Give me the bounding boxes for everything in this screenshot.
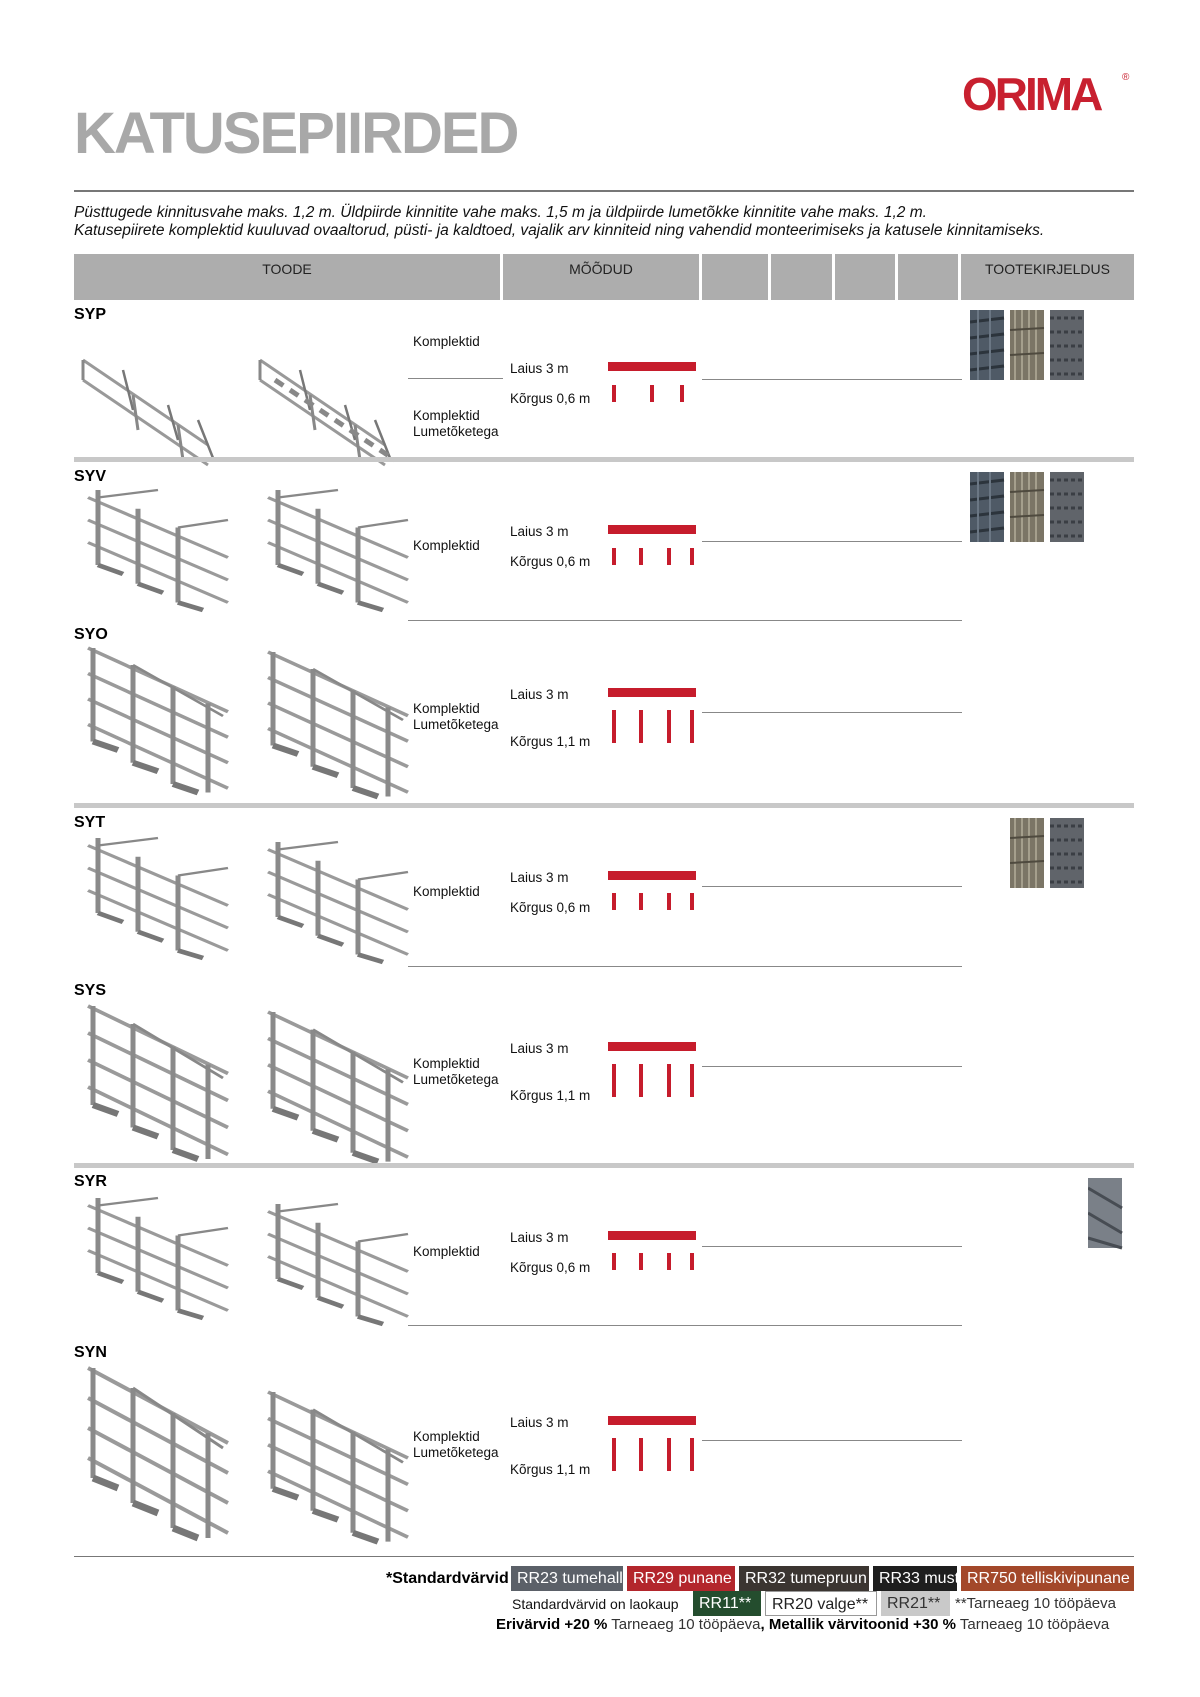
syv-post <box>690 548 694 565</box>
orima-logo <box>962 68 1134 116</box>
syp-post <box>650 385 654 402</box>
syo-width: Laius 3 m <box>510 687 569 702</box>
syp-row-line <box>702 379 962 380</box>
syp-label-kit-2: Komplektid <box>413 408 480 423</box>
syo-label-snow: Lumetõketega <box>413 717 499 732</box>
syr-bottom-line <box>408 1325 962 1326</box>
syn-label-kit: Komplektid <box>413 1429 480 1444</box>
syt-width-bar <box>608 871 696 880</box>
header-blank-1 <box>702 254 768 300</box>
section-separator <box>74 1163 1134 1168</box>
syt-post <box>639 893 643 910</box>
syv-width-bar <box>608 525 696 534</box>
stock-lead-time: **Tarneaeg 10 tööpäeva <box>955 1595 1116 1612</box>
header-blank-3 <box>835 254 895 300</box>
syr-post <box>639 1253 643 1270</box>
swatch-label: RR11** <box>699 1595 752 1612</box>
header-description: TOOTEKIRJELDUS <box>961 254 1134 300</box>
syt-post <box>690 893 694 910</box>
syn-width-bar <box>608 1416 696 1425</box>
product-code-syn: SYN <box>74 1344 107 1361</box>
syp-post <box>680 385 684 402</box>
syo-width-bar <box>608 688 696 697</box>
sys-product-image-2 <box>258 1012 418 1162</box>
header-product: TOODE <box>74 254 500 300</box>
sys-row-line <box>702 1066 962 1067</box>
sys-height: Kõrgus 1,1 m <box>510 1088 591 1103</box>
syo-product-image-2 <box>258 652 418 797</box>
header-blank-2 <box>771 254 832 300</box>
sys-label-snow: Lumetõketega <box>413 1072 499 1087</box>
metallic-lead-time: Tarneaeg 10 tööpäeva <box>956 1616 1110 1633</box>
swatch-rr32 <box>739 1566 869 1591</box>
sys-post <box>639 1064 643 1097</box>
swatch-label: RR750 telliskivipunane <box>967 1570 1130 1587</box>
syo-post <box>690 710 694 743</box>
syv-post <box>667 548 671 565</box>
syr-product-image-2 <box>258 1204 418 1324</box>
header-dimensions: MÕÕDUD <box>503 254 699 300</box>
syt-product-image-1 <box>78 838 238 958</box>
product-code-sys: SYS <box>74 982 107 999</box>
syn-post <box>690 1438 694 1471</box>
syv-bottom-line <box>408 620 962 621</box>
swatch-label: RR20 valge** <box>772 1596 869 1613</box>
syr-post <box>612 1253 616 1270</box>
header-blank-4 <box>898 254 958 300</box>
header-rule <box>74 190 1134 192</box>
syn-post <box>612 1438 616 1471</box>
product-code-syt: SYT <box>74 814 106 831</box>
syp-label-kit: Komplektid <box>413 334 480 349</box>
syv-post <box>639 548 643 565</box>
standard-colors-label: *Standardvärvid <box>386 1570 509 1587</box>
syr-height: Kõrgus 0,6 m <box>510 1260 591 1275</box>
syo-post <box>639 710 643 743</box>
syt-bottom-line <box>408 966 962 967</box>
swatch-rr23 <box>511 1566 623 1591</box>
custom-lead-time: Tarneaeg 10 tööpäeva <box>607 1616 761 1633</box>
syn-post <box>639 1438 643 1471</box>
syo-row-line <box>702 712 962 713</box>
swatch-rr21 <box>881 1591 950 1616</box>
syr-post <box>690 1253 694 1270</box>
syp-divider <box>408 378 503 379</box>
registered-mark: ® <box>1122 72 1130 83</box>
syt-roof-tiles <box>1010 818 1090 890</box>
syn-height: Kõrgus 1,1 m <box>510 1462 591 1477</box>
swatch-rr29 <box>627 1566 735 1591</box>
syn-label-snow: Lumetõketega <box>413 1445 499 1460</box>
product-code-syo: SYO <box>74 626 108 643</box>
syt-post <box>667 893 671 910</box>
syv-height: Kõrgus 0,6 m <box>510 554 591 569</box>
syr-post <box>667 1253 671 1270</box>
section-separator <box>74 457 1134 462</box>
swatch-label: RR29 punane <box>633 1570 732 1587</box>
syp-post <box>612 385 616 402</box>
swatch-label: RR33 must <box>879 1570 960 1587</box>
sys-post <box>667 1064 671 1097</box>
syv-post <box>612 548 616 565</box>
syn-post <box>667 1438 671 1471</box>
sys-product-image-1 <box>78 1006 238 1161</box>
syt-label-kit: Komplektid <box>413 884 480 899</box>
custom-colors-price: Erivärvid +20 % <box>496 1616 608 1633</box>
syv-product-image-1 <box>78 490 238 610</box>
syv-product-image-2 <box>258 490 418 610</box>
syv-roof-tiles <box>970 472 1090 544</box>
syn-row-line <box>702 1440 962 1441</box>
syt-post <box>612 893 616 910</box>
sys-width: Laius 3 m <box>510 1041 569 1056</box>
syv-width: Laius 3 m <box>510 524 569 539</box>
syp-roof-tiles <box>970 310 1090 382</box>
swatch-label: RR32 tumepruun <box>745 1570 867 1587</box>
swatch-rr20 <box>765 1591 877 1616</box>
footer-rule <box>74 1556 1134 1557</box>
swatch-label: RR21** <box>887 1595 941 1612</box>
product-code-syv: SYV <box>74 468 107 485</box>
syp-product-image-2 <box>255 320 405 450</box>
syn-product-image-1 <box>78 1368 238 1538</box>
syv-label-kit: Komplektid <box>413 538 480 553</box>
syr-width-bar <box>608 1231 696 1240</box>
syt-width: Laius 3 m <box>510 870 569 885</box>
syv-row-line <box>702 541 962 542</box>
syo-post <box>612 710 616 743</box>
syo-height: Kõrgus 1,1 m <box>510 734 591 749</box>
syr-label-kit: Komplektid <box>413 1244 480 1259</box>
syr-product-image-1 <box>78 1198 238 1318</box>
syp-width: Laius 3 m <box>510 361 569 376</box>
syr-width: Laius 3 m <box>510 1230 569 1245</box>
syr-roof-tile <box>1088 1178 1124 1250</box>
syr-row-line <box>702 1246 962 1247</box>
syt-height: Kõrgus 0,6 m <box>510 900 591 915</box>
syn-width: Laius 3 m <box>510 1415 569 1430</box>
syp-height: Kõrgus 0,6 m <box>510 391 591 406</box>
swatch-rr33 <box>873 1566 960 1591</box>
syo-post <box>667 710 671 743</box>
metallic-price: , Metallik värvitoonid +30 % <box>760 1616 956 1633</box>
swatch-rr750 <box>961 1566 1134 1591</box>
custom-colors-line <box>496 1616 1109 1633</box>
syo-label-kit: Komplektid <box>413 701 480 716</box>
sys-label-kit: Komplektid <box>413 1056 480 1071</box>
syp-label-snow: Lumetõketega <box>413 424 499 439</box>
product-code-syr: SYR <box>74 1173 107 1190</box>
syp-product-image-1 <box>78 320 228 450</box>
section-separator <box>74 803 1134 808</box>
syt-row-line <box>702 886 962 887</box>
sys-post <box>690 1064 694 1097</box>
page-title: KATUSEPIIRDED <box>74 101 518 166</box>
stock-colors-label: Standardvärvid on laokaup <box>512 1596 679 1612</box>
swatch-rr11 <box>693 1591 761 1616</box>
syt-product-image-2 <box>258 842 418 962</box>
sys-post <box>612 1064 616 1097</box>
syo-product-image-1 <box>78 648 238 793</box>
product-code-syp: SYP <box>74 306 107 323</box>
syn-product-image-2 <box>258 1392 418 1542</box>
brand-text: ORIMA <box>962 68 1101 116</box>
swatch-label: RR23 tumehall <box>517 1570 623 1587</box>
sys-width-bar <box>608 1042 696 1051</box>
intro-line-2: Katusepiirete komplektid kuuluvad ovaaltorud, püsti- ja kaldtoed, vajalik arv kinniteid ning vahendid monteerimiseks ja katusele kinnitamiseks. <box>74 222 1045 239</box>
intro-line-1: Püsttugede kinnitusvahe maks. 1,2 m. Üldpiirde kinnitite vahe maks. 1,5 m ja üldpiirde lumetõkke kinnitite vahe maks. 1,2 m. <box>74 204 927 221</box>
syp-width-bar <box>608 362 696 371</box>
